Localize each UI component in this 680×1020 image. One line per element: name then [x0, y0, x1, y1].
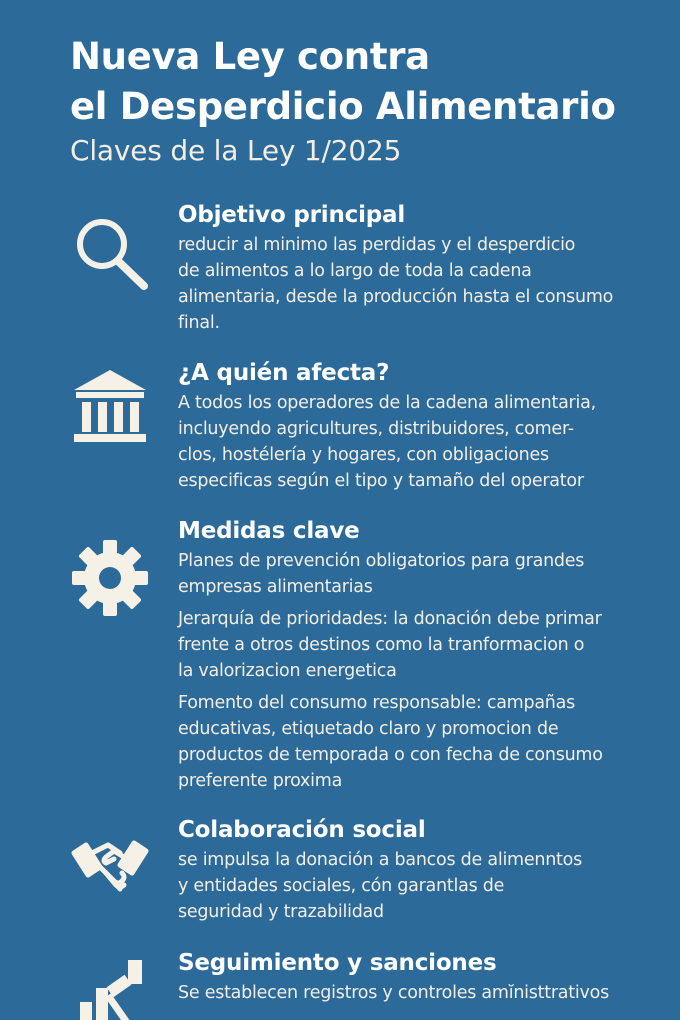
section-heading: Medidas clave: [178, 518, 360, 544]
text-line: incluyendo agricultures, distribuidores, comer-: [178, 419, 574, 439]
text-line: la valorizacion energetica: [178, 661, 397, 681]
text-line: Jerarquía de prioridades: la donación debe primar: [178, 609, 602, 629]
page-subtitle: Claves de la Ley 1/2025: [70, 134, 402, 167]
handshake-icon: [70, 823, 150, 903]
text-line: productos de temporada o con fecha de consumo: [178, 745, 603, 765]
text-line: reducir al minimo las perdidas y el desperdicio: [178, 235, 576, 255]
institution-building-icon: [70, 368, 150, 448]
section-text: [178, 980, 668, 1006]
section-text: [178, 232, 668, 336]
section-content: [178, 815, 668, 925]
section-content: [178, 200, 668, 336]
section-content: [178, 516, 668, 800]
text-line: y entidades sociales, cón garantlas de: [178, 876, 505, 896]
section-heading: Objetivo principal: [178, 202, 406, 228]
text-line: seguridad y trazabilidad: [178, 902, 384, 922]
text-line: clos, hostélería y hogares, con obligaciones: [178, 445, 549, 465]
section-heading: Seguimiento y sanciones: [178, 950, 497, 976]
section-heading: ¿A quién afecta?: [178, 360, 390, 386]
section-heading: Colaboración social: [178, 817, 426, 843]
text-line: educativas, etiquetado claro y promocion de: [178, 719, 559, 739]
text-line: Fomento del consumo responsable: campañas: [178, 693, 575, 713]
title-line-2: el Desperdicio Alimentario: [70, 85, 616, 128]
gear-icon: [70, 538, 150, 618]
section-text: [178, 548, 668, 600]
section-text: [178, 390, 668, 494]
text-line: de alimentos a lo largo de toda la cadena: [178, 261, 532, 281]
text-line: A todos los operadores de la cadena alimentaria,: [178, 393, 596, 413]
gavel-chart-icon: [70, 958, 150, 1020]
text-line: alimentaria, desde la producción hasta el consumo: [178, 287, 614, 307]
text-line: Planes de prevención obligatorios para grandes: [178, 551, 585, 571]
title-line-1: Nueva Ley contra: [70, 35, 430, 78]
text-line: frente a otros destinos como la tranformacion o: [178, 635, 585, 655]
page-title: [70, 32, 660, 132]
section-text: [178, 847, 668, 925]
text-line: preferente proxima: [178, 771, 343, 791]
text-line: se impulsa la donación a bancos de alimenntos: [178, 850, 582, 870]
section-text: [178, 690, 668, 794]
text-line: final.: [178, 313, 220, 333]
text-line: Se establecen registros y controles amĭnisttrativos: [178, 983, 609, 1003]
magnifier-icon: [70, 214, 150, 294]
section-content: [178, 948, 668, 1006]
section-content: [178, 358, 668, 494]
text-line: empresas alimentarias: [178, 577, 373, 597]
section-text: [178, 606, 668, 684]
text-line: especificas según el tipo y tamaño del operator: [178, 471, 584, 491]
